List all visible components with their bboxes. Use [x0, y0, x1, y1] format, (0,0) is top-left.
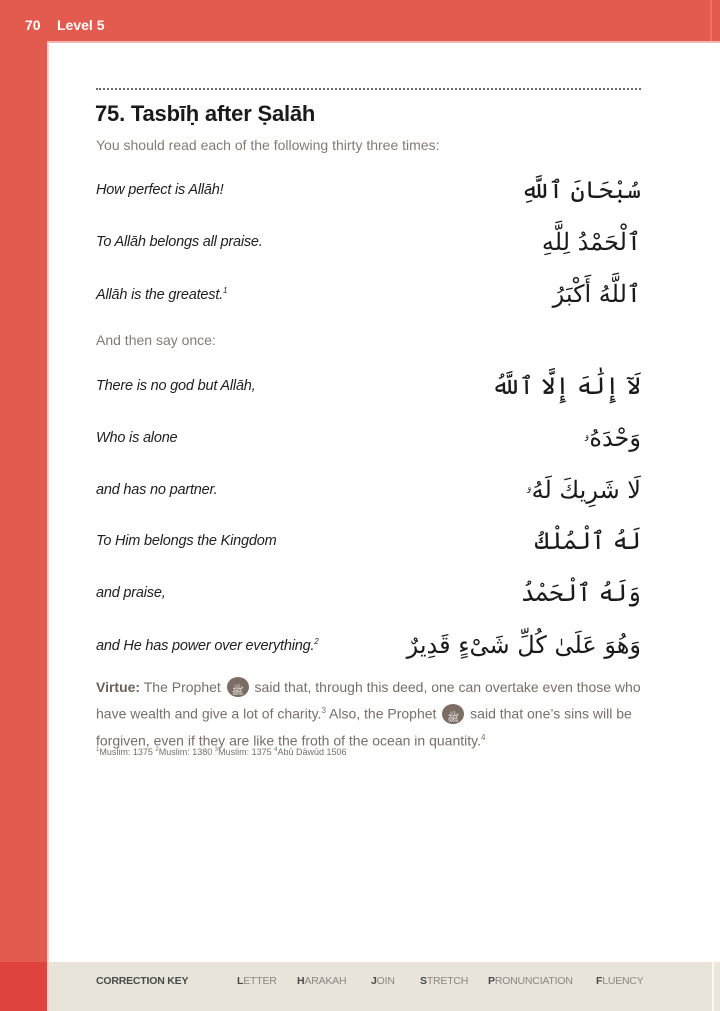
arabic-text: ٱللَّهُ أَكْبَرُ: [552, 280, 641, 308]
english-translation: Who is alone: [96, 430, 178, 446]
dhikr-row: [96, 476, 641, 516]
correction-key-title: CORRECTION KEY: [96, 975, 189, 987]
dhikr-row: [96, 527, 641, 567]
footer-edge-strip: [714, 962, 720, 1011]
dhikr-row: [96, 579, 641, 619]
dhikr-row: [96, 280, 641, 320]
pbuh-icon: [442, 704, 464, 724]
header-divider: [47, 41, 720, 43]
arabic-text: لَهُ ٱلْمُلْكُ: [534, 527, 641, 555]
english-translation: Allāh is the greatest.$^1$: [96, 286, 228, 303]
lesson-title: 75. Tasbīḥ after Ṣalāh: [95, 101, 316, 126]
dhikr-row: [96, 631, 641, 671]
key-harakah: HARAKAH: [297, 975, 347, 987]
side-accent-bar-bottom: [0, 962, 47, 1011]
footnote-marker: 1: [222, 286, 228, 295]
arabic-text: وَلَهُ ٱلْحَمْدُ: [520, 579, 641, 607]
page-edge: [47, 42, 49, 1011]
pbuh-icon: [227, 677, 249, 697]
english-translation: To Him belongs the Kingdom: [96, 533, 277, 549]
arabic-text: وَحْدَهُۥ: [583, 424, 641, 452]
footnote-marker: 3: [321, 706, 326, 715]
key-fluency: FLUENCY: [596, 975, 644, 987]
page-number: 70: [25, 17, 41, 33]
arabic-text: لَا شَرِيكَ لَهُۥ: [525, 476, 641, 504]
side-accent-bar: [0, 42, 47, 962]
key-stretch: STRETCH: [420, 975, 469, 987]
arabic-text: سُبْحَانَ ٱللَّهِ: [520, 176, 641, 204]
arabic-text: لَآ إِلَٰهَ إِلَّا ٱللَّهُ: [491, 372, 641, 400]
correction-key-bar: [49, 962, 712, 1011]
dotted-divider: [96, 88, 641, 90]
english-translation: How perfect is Allāh!: [96, 182, 224, 198]
lesson-intro: You should read each of the following thirty three times:: [96, 137, 440, 153]
arabic-text: ٱلْحَمْدُ لِلَّهِ: [541, 228, 641, 256]
arabic-text: وَهُوَ عَلَىٰ كُلِّ شَىْءٍ قَدِيرٌ: [406, 631, 641, 659]
key-pronunciation: PRONUNCIATION: [488, 975, 573, 987]
footnote-marker: 2: [314, 637, 319, 646]
virtue-paragraph: Virtue: The Prophet ﷺ said that, through this deed, one can overtake even those who have wealth and give a lot of charity.$^3$ Also, the Prophet ﷺ said that one’s sins will be forgiven, even if they are like the froth of the ocean in quantity.$^4$: [96, 676, 646, 752]
english-translation: There is no god but Allāh,: [96, 378, 256, 394]
subnote: And then say once:: [96, 332, 216, 348]
english-translation: and praise,: [96, 585, 166, 601]
header-edge: [710, 0, 712, 42]
dhikr-row: [96, 228, 641, 268]
footnote-marker: 4: [480, 732, 486, 742]
dhikr-row: [96, 424, 641, 464]
english-translation: To Allāh belongs all praise.: [96, 234, 263, 250]
english-translation: and has no partner.: [96, 482, 218, 498]
virtue-label: Virtue:: [96, 679, 141, 695]
references: $^1$Muslim: 1375 $^2$Muslim: 1380 $^3$Muslim: 1375 $^4$Abū Dāwūd 1506: [96, 747, 347, 757]
level-label: Level 5: [57, 17, 105, 33]
key-letter: LETTER: [237, 975, 277, 987]
header-bar: [0, 0, 720, 42]
key-join: JOIN: [371, 975, 395, 987]
dhikr-row: [96, 176, 641, 216]
english-translation: and He has power over everything.$^2$: [96, 637, 319, 654]
dhikr-row: [96, 372, 641, 412]
